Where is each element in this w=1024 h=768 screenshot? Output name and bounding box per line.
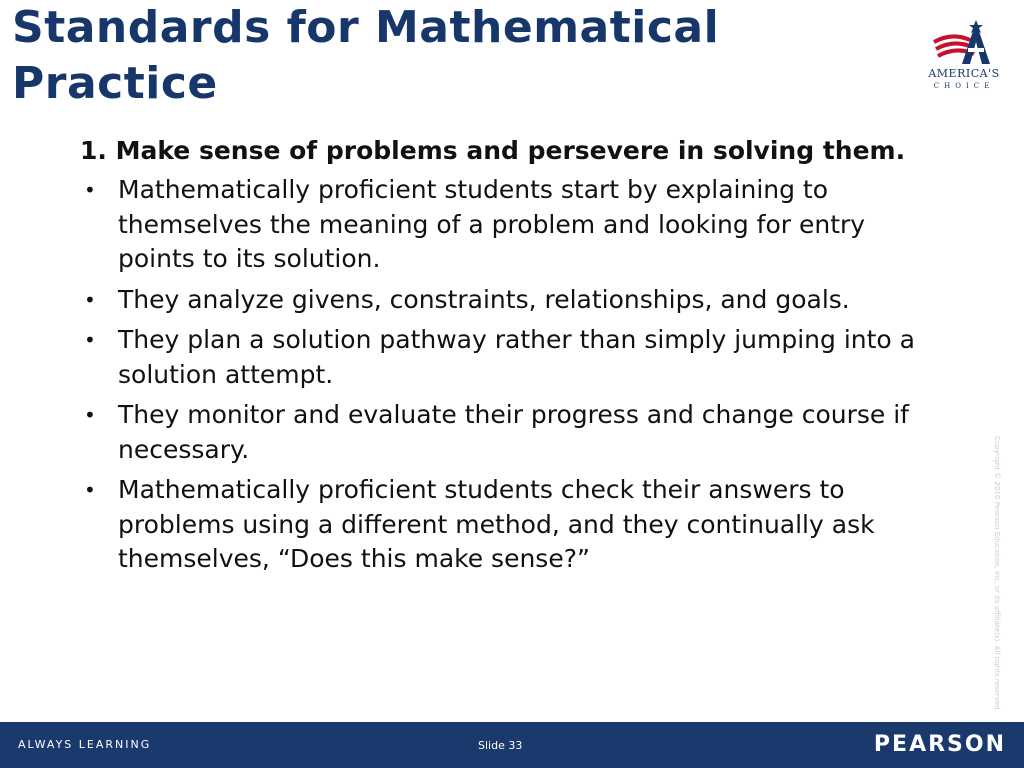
bullet-item xyxy=(80,473,940,577)
slide-number: Slide 33 xyxy=(478,739,523,752)
footer-bar xyxy=(0,722,1024,768)
bullet-text: Mathematically proficient students start by explaining to themselves the meaning of a problem and looking for entry points to its solution. xyxy=(118,175,866,273)
slide-content xyxy=(80,134,940,583)
bullet-text: Mathematically proficient students check their answers to problems using a different method, and they continually ask themselves, “Does this make sense?” xyxy=(118,475,875,573)
slide-title: Standards for Mathematical Practice xyxy=(12,2,720,109)
bullet-text: They analyze givens, constraints, relationships, and goals. xyxy=(118,284,850,314)
bullet-item xyxy=(80,283,940,318)
logo-name: AMERICA'S xyxy=(928,67,1000,80)
logo-emblem-icon xyxy=(918,18,1010,68)
bullet-icon: • xyxy=(84,328,96,352)
bullet-item xyxy=(80,323,940,392)
bullet-item xyxy=(80,398,940,467)
bullet-icon: • xyxy=(84,178,96,202)
practice-heading: 1. Make sense of problems and persevere in solving them. xyxy=(80,136,906,165)
bullet-item xyxy=(80,173,940,277)
logo-subtitle: CHOICE xyxy=(933,82,995,90)
pearson-logo: PEARSON xyxy=(873,732,1006,757)
footer-tagline: ALWAYS LEARNING xyxy=(18,738,152,751)
bullet-icon: • xyxy=(84,403,96,427)
bullet-text: They plan a solution pathway rather than simply jumping into a solution attempt. xyxy=(118,325,915,389)
americas-choice-logo xyxy=(918,18,1010,98)
bullet-text: They monitor and evaluate their progress and change course if necessary. xyxy=(118,400,909,464)
bullet-list xyxy=(80,173,940,577)
bullet-icon: • xyxy=(84,478,96,502)
bullet-icon: • xyxy=(84,287,96,312)
copyright-notice: Copyright © 2010 Pearson Education, Inc. or its affiliate(s). All rights reserved. xyxy=(993,436,1001,712)
